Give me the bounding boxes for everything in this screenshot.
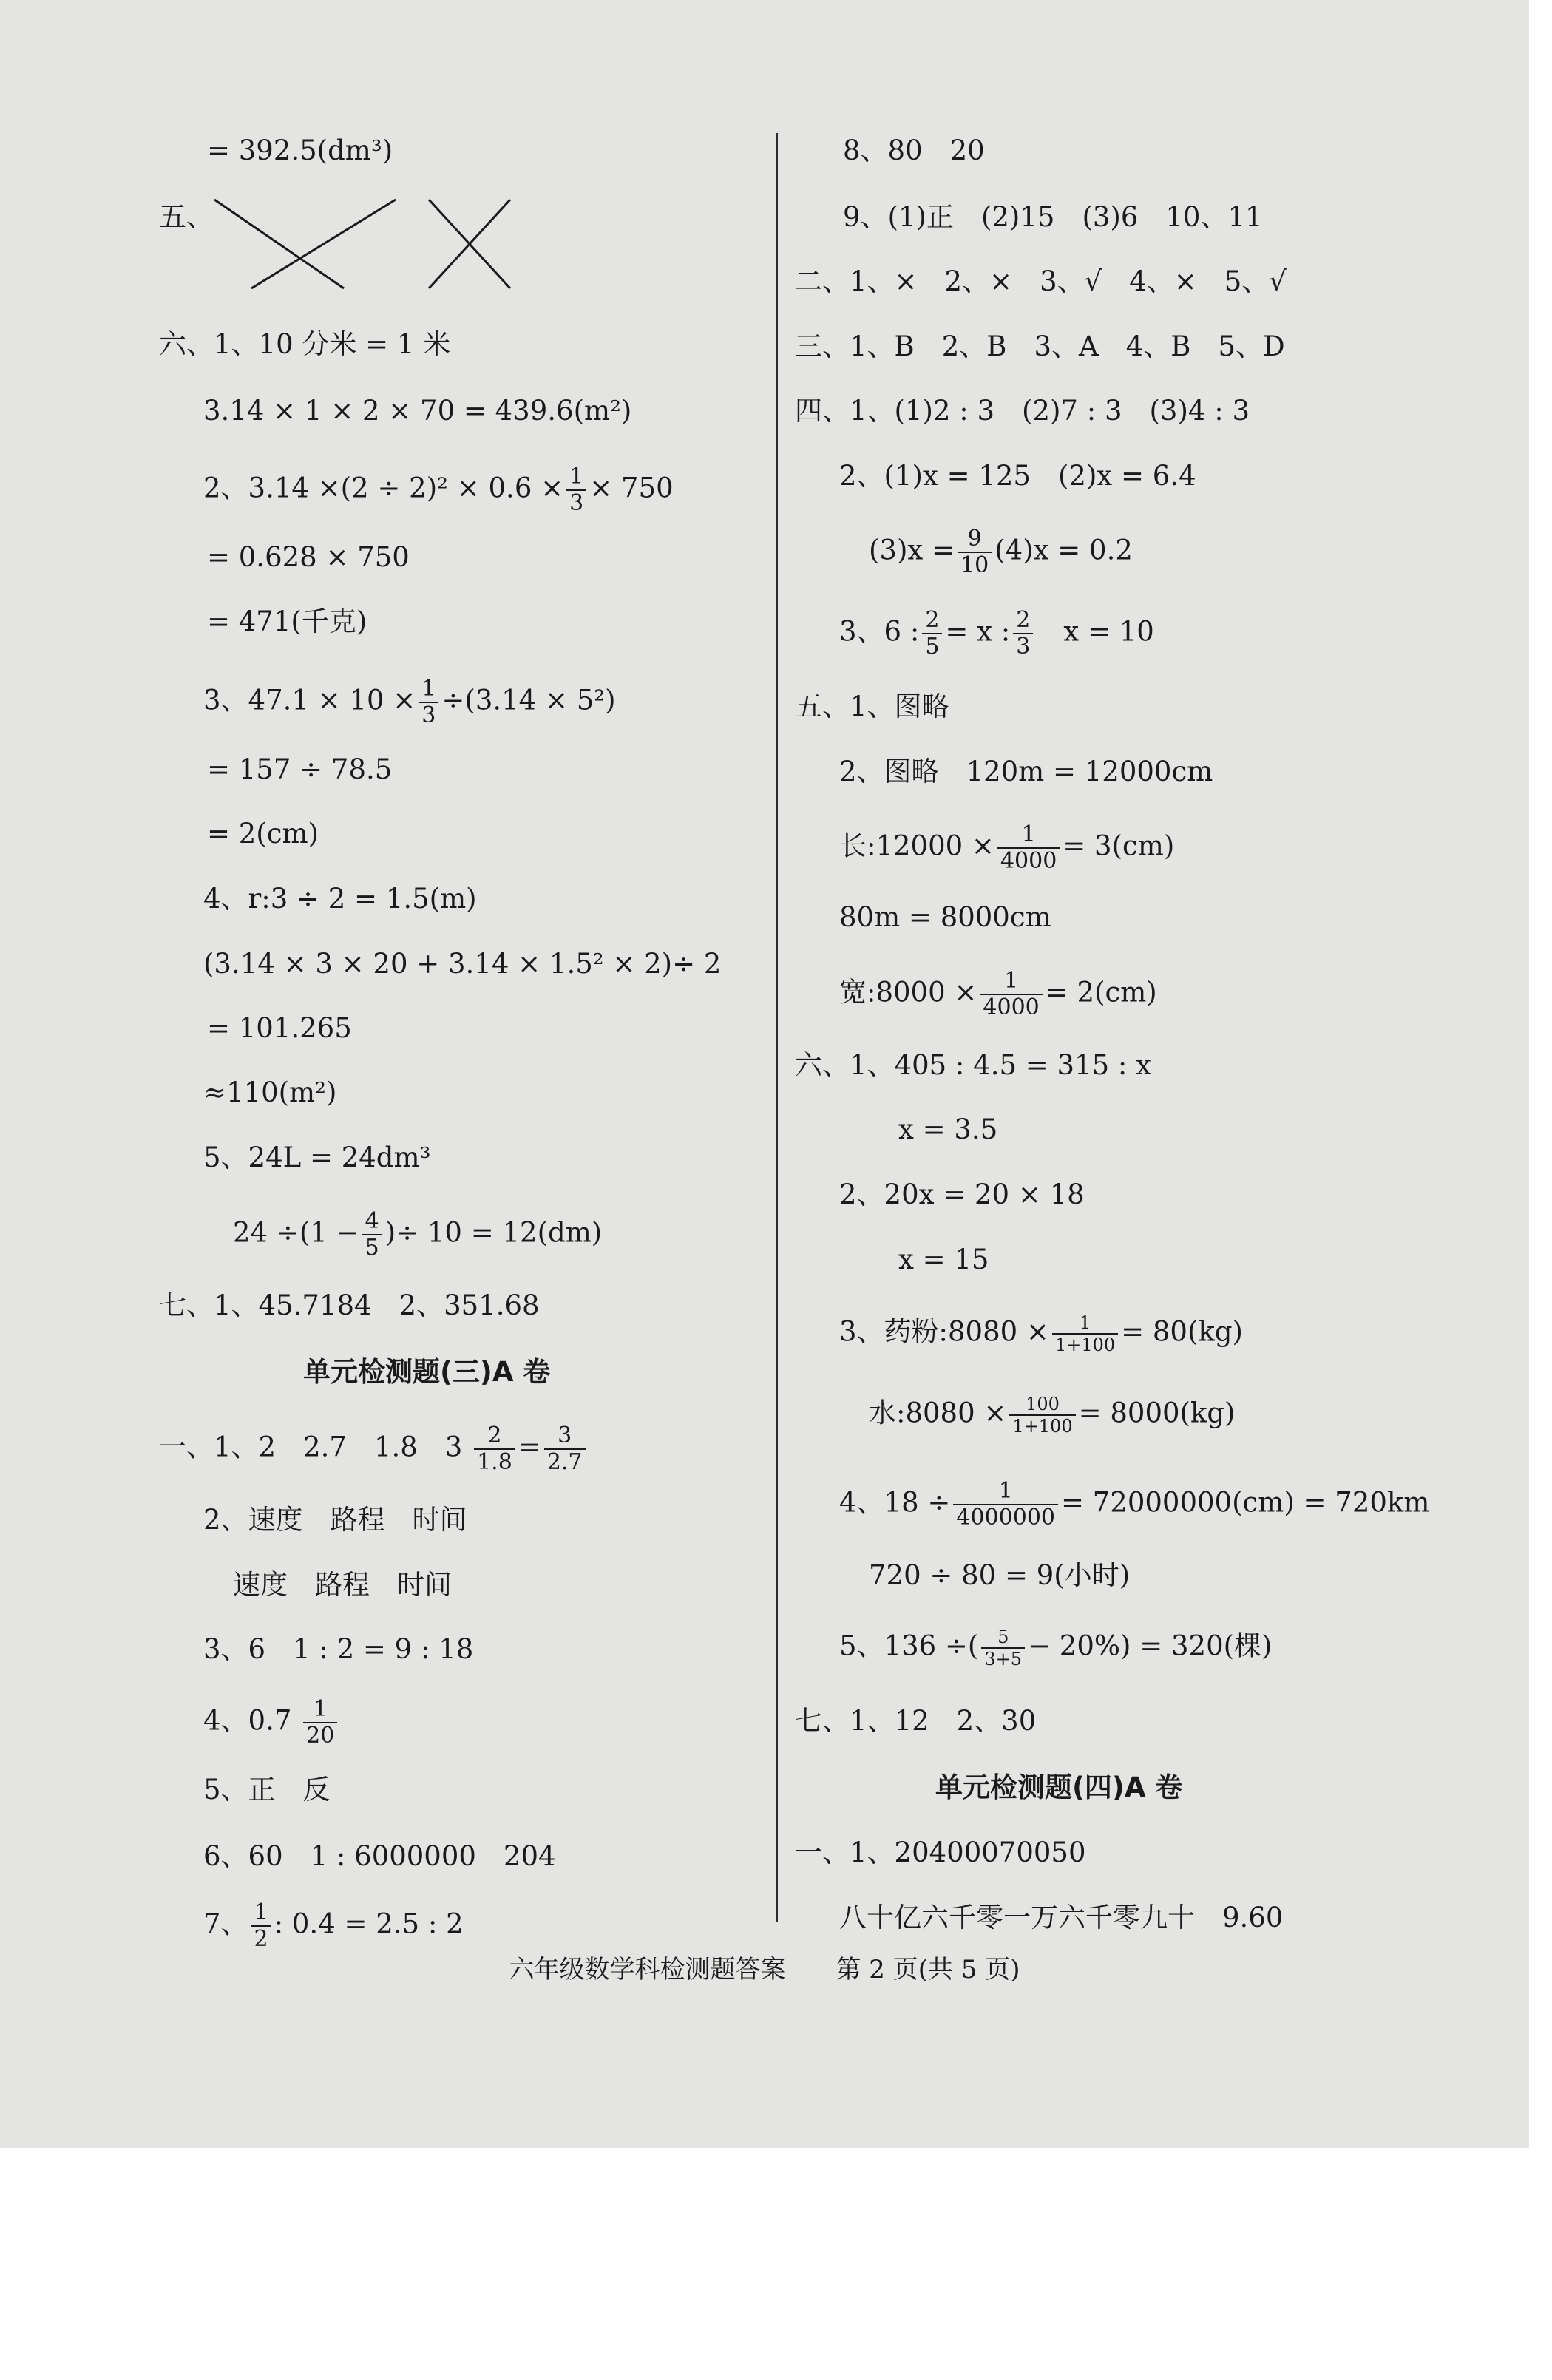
expr-part: − 20%) = 320(棵) [1028, 1630, 1273, 1662]
answer-line: 2、图略 120m = 12000cm [839, 756, 1213, 787]
expr-part: 3、药粉:8080 × [839, 1315, 1049, 1348]
denominator: 4000000 [956, 1505, 1055, 1530]
fraction [953, 1479, 1058, 1530]
answer-line: 二、1、× 2、× 3、√ 4、× 5、√ [795, 265, 1287, 297]
matching-lines-figure [207, 177, 518, 296]
answer-line: 六、1、10 分米 = 1 米 [159, 328, 451, 360]
answer-line: = 101.265 [207, 1012, 352, 1044]
denominator: 4000 [1000, 848, 1057, 874]
fraction [303, 1697, 337, 1749]
answer-line [839, 969, 1157, 1020]
answer-line [869, 526, 1133, 578]
answer-line [233, 1209, 602, 1261]
answer-line: 四、1、(1)2 : 3 (2)7 : 3 (3)4 : 3 [795, 395, 1250, 427]
expr-part: 一、1、2 2.7 1.8 3 [159, 1431, 463, 1463]
fraction [362, 1209, 382, 1261]
answer-line [203, 1697, 340, 1749]
expr-part: 7、 [203, 1908, 248, 1940]
numerator: 5 [981, 1627, 1025, 1649]
expr-part: 4、18 ÷ [839, 1486, 951, 1519]
expr-part: ÷(3.14 × 5²) [441, 684, 616, 716]
expr-part: 4、0.7 [203, 1704, 292, 1737]
fraction [1009, 1394, 1075, 1437]
fraction [1013, 608, 1033, 660]
section-five-label: 五、 [159, 201, 214, 233]
expr-part: = 3(cm) [1063, 830, 1175, 862]
fraction [922, 608, 942, 660]
numerator: 1 [251, 1900, 271, 1927]
denominator: 3 [1016, 634, 1031, 660]
answer-line: 5、24L = 24dm³ [203, 1142, 431, 1173]
fraction [251, 1900, 271, 1952]
answer-line: 5、正 反 [203, 1774, 331, 1806]
answer-line [203, 464, 674, 516]
expr-part: = 2(cm) [1045, 976, 1157, 1008]
denominator: 1.8 [477, 1449, 512, 1475]
answer-line: 2、速度 路程 时间 [203, 1504, 467, 1536]
numerator: 100 [1009, 1394, 1075, 1416]
expr-part: )÷ 10 = 12(dm) [384, 1216, 603, 1249]
expr-part: 3、6 : [839, 615, 920, 648]
expr-part: 长:12000 × [839, 830, 994, 862]
numerator: 2 [1013, 608, 1033, 634]
answer-line [159, 1423, 589, 1475]
page-footer: 六年级数学科检测题答案 第 2 页(共 5 页) [509, 1955, 1020, 1984]
answer-line: 6、60 1 : 6000000 204 [203, 1840, 556, 1872]
answer-line [203, 1900, 464, 1952]
answer-line: 80m = 8000cm [839, 901, 1051, 933]
fraction [981, 1627, 1025, 1669]
answer-line: = 392.5(dm³) [207, 135, 393, 166]
denominator: 20 [306, 1723, 335, 1749]
fraction [997, 822, 1060, 874]
numerator: 3 [544, 1423, 586, 1450]
denominator: 1+100 [1054, 1335, 1116, 1355]
expr-part: 水:8080 × [869, 1397, 1007, 1429]
expr-part: = 72000000(cm) = 720km [1061, 1486, 1430, 1519]
answer-line: x = 3.5 [898, 1113, 998, 1145]
denominator: 1+100 [1012, 1416, 1073, 1437]
answer-line: 9、(1)正 (2)15 (3)6 10、11 [843, 201, 1263, 233]
section-heading: 单元检测题(四)A 卷 [935, 1772, 1183, 1803]
answer-line [839, 1627, 1272, 1669]
section-heading: 单元检测题(三)A 卷 [303, 1356, 551, 1388]
denominator: 4000 [983, 994, 1040, 1020]
answer-line: 4、r:3 ÷ 2 = 1.5(m) [203, 883, 477, 915]
numerator: 2 [474, 1423, 515, 1450]
expr-part: = 80(kg) [1121, 1315, 1243, 1348]
answer-line: x = 15 [898, 1244, 989, 1275]
expr-part: (4)x = 0.2 [994, 534, 1133, 566]
column-divider [776, 133, 778, 1922]
denominator: 5 [365, 1235, 379, 1261]
answer-line: (3.14 × 3 × 20 + 3.14 × 1.5² × 2)÷ 2 [203, 948, 722, 980]
expr-part: × 750 [589, 472, 674, 504]
expr-part: 宽:8000 × [839, 976, 977, 1008]
expr-part: 24 ÷(1 − [233, 1216, 359, 1249]
answer-line: 七、1、12 2、30 [795, 1705, 1037, 1737]
fraction [980, 969, 1042, 1020]
numerator: 1 [566, 464, 586, 491]
expr-part: 5、136 ÷( [839, 1630, 979, 1662]
numerator: 1 [980, 969, 1042, 995]
fraction [474, 1423, 515, 1475]
expr-part: = [518, 1431, 541, 1463]
denominator: 3+5 [984, 1649, 1023, 1669]
expr-part: = x : [945, 615, 1011, 648]
answer-line: = 157 ÷ 78.5 [207, 753, 393, 785]
fraction [544, 1423, 586, 1475]
numerator: 1 [953, 1479, 1058, 1505]
answer-line: 8、80 20 [843, 135, 985, 166]
expr-part: x = 10 [1063, 615, 1154, 648]
answer-line: 一、1、20400070050 [795, 1837, 1086, 1868]
numerator: 1 [303, 1697, 337, 1723]
answer-line: 3.14 × 1 × 2 × 70 = 439.6(m²) [203, 395, 632, 427]
expr-part: 2、3.14 ×(2 ÷ 2)² × 0.6 × [203, 472, 564, 504]
answer-line: = 2(cm) [207, 818, 319, 850]
answer-line [839, 1479, 1429, 1530]
answer-line [839, 1312, 1243, 1355]
numerator: 4 [362, 1209, 382, 1235]
answer-line: = 0.628 × 750 [207, 541, 410, 573]
expr-part: = 8000(kg) [1078, 1397, 1236, 1429]
numerator: 1 [997, 822, 1060, 849]
answer-line [203, 677, 616, 728]
answer-line [869, 1394, 1236, 1437]
denominator: 3 [569, 490, 584, 516]
answer-line: 3、6 1 : 2 = 9 : 18 [203, 1633, 474, 1665]
answer-line [839, 608, 1154, 660]
answer-line [839, 822, 1174, 874]
numerator: 9 [958, 526, 992, 553]
numerator: 1 [1052, 1312, 1118, 1335]
answer-line: 2、(1)x = 125 (2)x = 6.4 [839, 460, 1196, 492]
answer-line: 八十亿六千零一万六千零九十 9.60 [839, 1902, 1284, 1933]
fraction [958, 526, 992, 578]
denominator: 3 [421, 702, 436, 728]
fraction [1052, 1312, 1118, 1355]
fraction [566, 464, 586, 516]
answer-line: 五、1、图略 [795, 691, 949, 722]
answer-line: 六、1、405 : 4.5 = 315 : x [795, 1049, 1151, 1081]
answer-line: ≈110(m²) [203, 1077, 337, 1108]
answer-line: = 471(千克) [207, 606, 367, 637]
answer-line: 三、1、B 2、B 3、A 4、B 5、D [795, 330, 1285, 362]
answer-line: 速度 路程 时间 [233, 1569, 452, 1601]
denominator: 10 [960, 552, 989, 578]
numerator: 1 [419, 677, 438, 703]
expr-part: : 0.4 = 2.5 : 2 [274, 1908, 464, 1940]
denominator: 2 [254, 1926, 268, 1952]
denominator: 5 [925, 634, 940, 660]
answer-line: 2、20x = 20 × 18 [839, 1179, 1085, 1210]
expr-part: (3)x = [869, 534, 955, 566]
denominator: 2.7 [546, 1449, 583, 1475]
expr-part: 3、47.1 × 10 × [203, 684, 416, 716]
answer-line: 七、1、45.7184 2、351.68 [159, 1289, 540, 1321]
numerator: 2 [922, 608, 942, 634]
answer-line: 720 ÷ 80 = 9(小时) [869, 1559, 1131, 1591]
fraction [419, 677, 438, 728]
